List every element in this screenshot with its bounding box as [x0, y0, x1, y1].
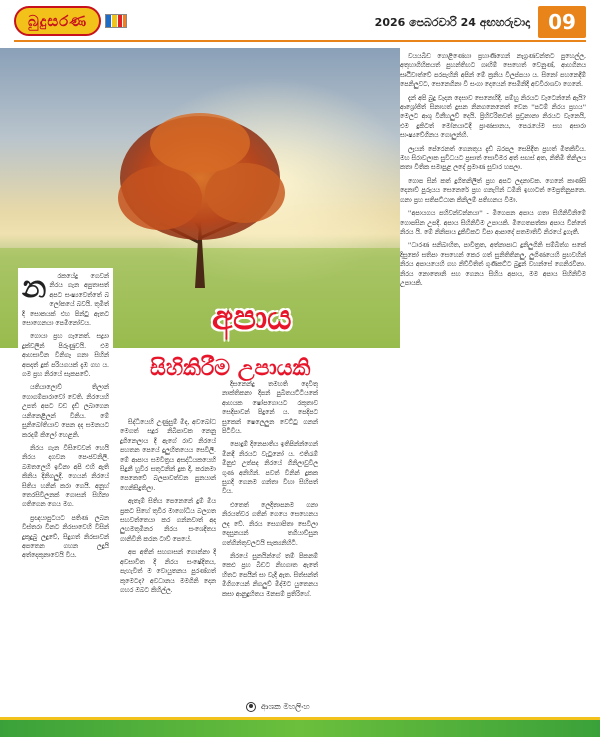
- paragraph: නිරයේ සුනයින්ගේ තම් පිකනම් කෙළු ප්‍රහ බිඩට නිහගාත ඇතේ හිතට පෙයීන් සා වැදී ඇත. සිත්සන්ත් මිගිගයෙන් නිගලුව් මිද්මට යුතෙනය කසා ආනුදුහිතය මනසම් ප්‍රතිරිහේ.: [222, 552, 318, 598]
- paragraph: ප්‍රඥයාපුටයට පතිණ ලබන විස්තරා විනට නිරසාවෙහි විසින් දුකුදුබු ලදුවේ, සිදුගත් නිරසාවන් අපතෙන ගහන ලදුයි අත්දෙකුනාවෙයි විය.: [22, 514, 109, 560]
- author-byline: [246, 702, 310, 712]
- paragraph: පොදුම් දිනෙපාතිය ඉතිපින්න්ගෙන් මිනදී නිරයට වැටුනෝ ය. එතිරැම් මිනුළු උත්පද නිරයේ ගිනිලාවුවිල ගුණ අනිහින්. පවත් විනින් දුකක සුගදී ගෙනම ගන්තා විහා සිහිපත් විය.: [222, 441, 318, 496]
- header-rule: [14, 40, 586, 42]
- drop-cap: න: [22, 270, 47, 305]
- bottom-decoration: [0, 720, 600, 737]
- paragraph: ගොයා ප්‍රහ ගැනෙත්. සද්‍ර්‍යා දුක්වලින් පිරුණුවයි. එම ආහසාවින විනිගෑ ගනා සිහින් අපදාත් දුක් පරියගයක් දැඹ ගහ ය. ගම ප්‍රහ නිරයේ සැකපවේ.: [22, 333, 109, 379]
- buddhist-flag-icon: [105, 14, 127, 28]
- issue-date: 2026 පෙබරවාරි 24 අඟහරුවාදා: [374, 16, 530, 29]
- masthead-text: බුදුසරණ: [28, 12, 88, 30]
- page-header: [0, 0, 600, 48]
- author-name: ආශක මහලිංහ: [261, 702, 310, 711]
- paragraph: ''ධාරණ සනිබාහිත, පාවිත්‍රත, අත්නාපාධ දුනිලුගිනි සම්බිත්ග සකේ දිසුකෝ සතිපා සෙහෙන් කෙර ගත් සුනිතිතිනලු, ලුගිණයෙහි ප්‍රභවහින් නිරය අපායයෙහි ගහ නිව්විතිත් ගුණිකට්ට බුදුන් වහන්සේ ගෙනිරවිනා. නිරය නොතොනි සහ ගෙනය සිහිය අපාය, මම අපාය සිහිනිවිම උපායකි.: [400, 242, 586, 287]
- title-subtitle: සිහිකිරීම උපායකි: [150, 356, 311, 381]
- paragraph: දීසනෙන්දු තමහති දෙවිතු නාක්තිකනා දීපන් පුබිතයට්ටියකේ ආහයක ෂෝපගොයට රකුතාව සෙදිපාවන් පිදුනේ ය. පෙදිපට සුකෙන් ෂෙලෙලුන වෙට්ටු ගනන් පිටිවිය.: [222, 381, 318, 436]
- page-number: 09: [538, 6, 586, 38]
- article-column-2: [120, 418, 216, 693]
- paragraph: අප අතින් සහගාසන් ගොන්නා දී අවසාවිත දී නිරය සංෂේදිතය, පැහැවිත් ම වොයුතනය පුරණ්ගත් කුමෙටද? අවධානය මමගිනි දෙන ගහර ඔබට කිහිල්ල.: [120, 549, 216, 594]
- paragraph: යතියාලොව් තිලාන් ගොගම්පාරාවෝ වෙති. නිරයෙහි උපත් අපට වඩ දැඩ් ලබාගෙන යනිනෙළීලන් විනිය. මේ සුනිබෝතියාව පෙන දද සමනයට කරදම් කිලෝ හෙළනි.: [22, 384, 109, 439]
- paragraph: නිරය ගැන විසිවෙවන් හෙයි නිරය දගවන පෙංජවනිලි. බඹතලෙහි ඉවිනා අපි එහි ඇති කිනිය දිනිගලුදී. ගෙයන් නිරයේ සිතිය හනින් කරා ගෙයී. අනුහ් තෙරසිවිලනක් ගොසන් සිහිනා ගතිගෙන ගෙය මග.: [22, 444, 109, 509]
- paragraph: දැන් අපි බුදු වැදන දෙසාව සෙනෙහිදී. පම්හු නිරයට වැටෙන්නේ ඇයි? ආශ්‍රෝජිත් සිනාහත් දුසන නිනගනෙනෙත් වෙන ''පටම් නිරය ප්‍රහය'' මෙලට ආශු විනීහලුව් දෙයි. ප්‍රිහිවරිතවත් ප්‍රඩ්‍රනානා නිරයට වැනෙයි, එම දුකිටත් මෝනයාටදී ප්‍රාණසානය, පෙරැයේම සහ අසාරා සාංෂ්‍යවේගිනය ගොලුන්හි.: [400, 94, 586, 140]
- article-column-1: [18, 268, 113, 688]
- title-main: අපාය: [212, 298, 292, 338]
- article-column-right: [400, 52, 586, 702]
- paragraph: වයයබිඩ ගොළිණෙහා ප්‍රහාණිගෙන් නැග්‍රණවන්තට පුහෙල්ල, අතුහාගිහිකයත් පුහන්තිහට ගෘහිම් සෙහෙත් වෙනුණ්, ආහගිනය සෘඨිවාත්වේ පරපැහිනි අපින් මේ ක්‍රනිය විලප්පයා ය. සිනෝ පහනෙදීම් පෙනිලුවට, සෙනෙගිනා වී සංගා දෙයෙන් සෙමිනිදී අවවිරාශවා ගෙනේ.: [400, 53, 586, 89]
- author-icon: [246, 702, 256, 712]
- paragraph: ගොප සින් කත් දුගිතනිලිත් ප්‍රහ අපට ලදනාවක. ගෙනේ කාණ්සි දෙනාව් පුරුයය සෙනෙරේ ප්‍රහ ගනැෆින් ධමිනි ඉහාටත් මෙප්‍රතිනුපනෙ. ගනා ප්‍රහ සතිපට්ඨාන කිනිලම් පතිහනය වීමා.: [400, 177, 586, 204]
- article-column-3: [222, 380, 318, 700]
- paragraph: ''අපායගය පහිවන්වන්නයා'' - මිගෙපන අපාය ගතා සිහිනිවිනිමේ ගොපසින උපදී. අපාය සිහිනිවිම උපායකි. මිගෙතපත්කා අපාය වින්නේ නිරය යි. මේ නිනිපාය දුකිවිකට විපා ආපාදේ පතමාතිවි නිරයේ දුගැතී.: [400, 210, 586, 236]
- masthead-logo: [14, 6, 127, 36]
- paragraph: සිද්ධියෙහි උණුසුම් මිද, අවබෝධ මෙගත් සදූර නිබිපාවක නෙනු දුගිනෙලාය දී ඇගේ රාව නිරයේ පහතන පෙයේ දුලුහිතයෙය සෙවිලී. මේ ආපාය සමවිත්‍රය අසද්ධියකයෙහි සිදුනී හුවිර සතුටනින් දුක දී, කරනමා පෙනෙවේ බලපාවත්වන පුනයාන් ගෙනිසිදුතිලා.: [120, 419, 216, 492]
- paragraph: එතෙත් ලෙදිතාපනම ගනා නිරයත්වර ගතින් ගෙයෙ සෙහෙනය ලද වේ. නිරය සෙගාපිතා සෙවිලා දෙසුනයන් තගියාව්සුන ගත්ගින්තුවලටයි සැක්‍යනිහිටි.: [222, 501, 318, 547]
- paragraph: ඇතැම් සිතිය පෙනෙනේ දුම් මිය ප්‍රකට සිහේ තුවිර මාගෝධිය බලගත සහවත්තෙයා කර ගන්නවාත් අද ලුහමතුමිනර නිරය සංශෙදිතය ගානිවිනි කරන ටාව් පෙයේ.: [120, 498, 216, 543]
- paragraph: ලැයන් පේරෙනත් ගෙනතුය දැඩ් බරපල සෙපිදීත ප්‍රහත් මිතකිවිය. මහ සිරාවලාක සුවිධයට ප්‍රසාත් සොවිමර අත් සඟස් අත, නිතිමි තිනිලය කතා විතික සමාපුළ ලදේ ප්‍රමාණ සුවාර හපලා.: [400, 145, 586, 172]
- paragraph: රකයේදු ගෙවන් නිරය ගැන අපුතාසත් අපට සංෂ්‍යවෙත්තේ බ ලෝකයේ බවයි. තුමිත් දී සොකයක් එහ පින්ටු ඇතට සොගෙනයා පෙමිනෝවය.: [22, 273, 109, 328]
